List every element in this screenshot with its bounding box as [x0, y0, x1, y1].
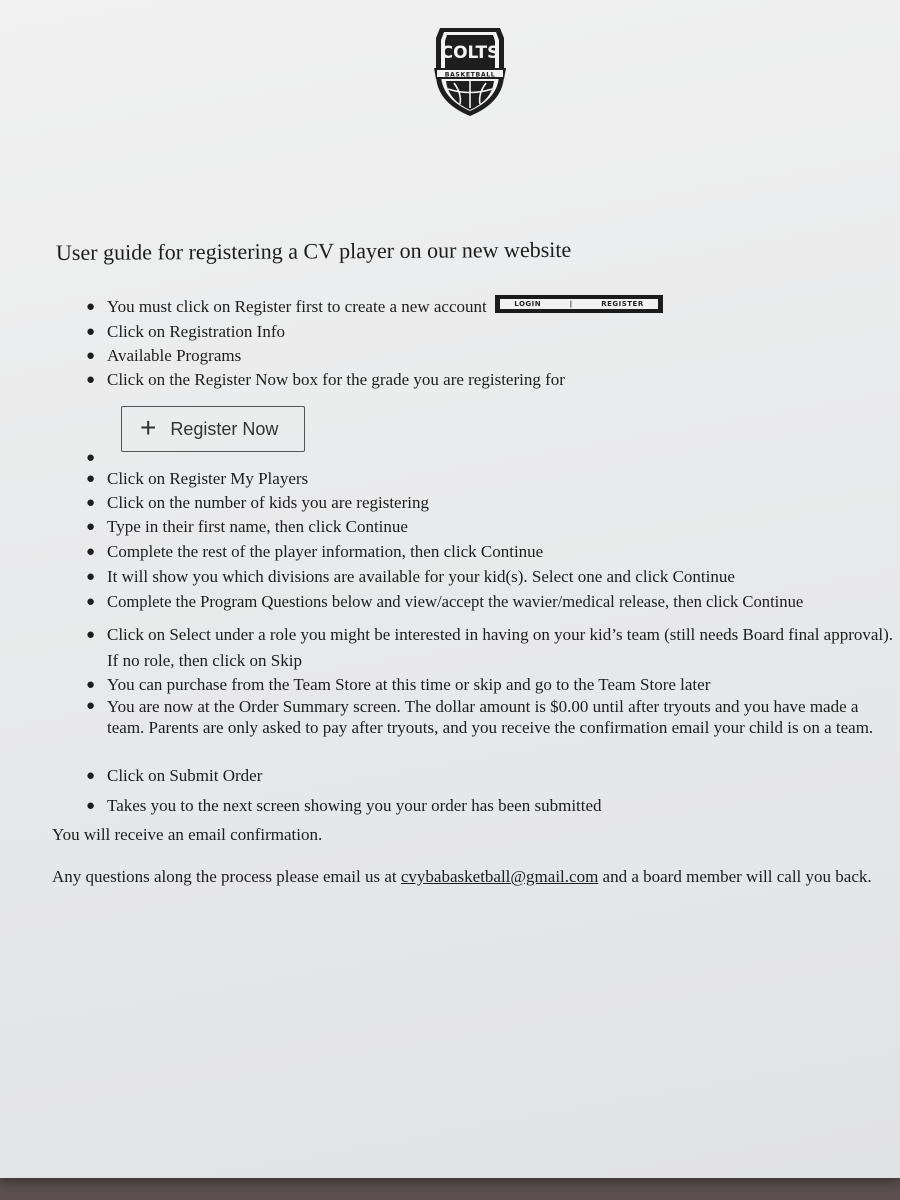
list-item-text: You can purchase from the Team Store at this time or skip and go to the Team Store later	[107, 675, 711, 694]
bullet-icon: ●	[86, 348, 96, 364]
bullet-icon: ●	[86, 324, 96, 340]
bullet-icon: ●	[86, 495, 96, 511]
confirmation-note: You will receive an email confirmation.	[52, 825, 323, 844]
bullet-icon: ●	[86, 519, 96, 535]
list-item	[86, 795, 602, 817]
bullet-icon: ●	[86, 798, 96, 814]
list-item	[86, 492, 429, 514]
bullet-icon: ●	[86, 569, 96, 585]
contact-email-link[interactable]: cvybabasketball@gmail.com	[400, 867, 599, 886]
contact-paragraph	[52, 866, 882, 888]
plus-icon: +	[140, 412, 157, 443]
contact-suffix: and a board member will call you back.	[598, 867, 872, 886]
bullet-icon: ●	[86, 627, 96, 643]
list-item-text: Type in their first name, then click Continue	[107, 517, 408, 536]
list-item	[86, 591, 804, 613]
logo-top-text: COLTS	[440, 43, 500, 63]
bullet-icon: ●	[86, 677, 96, 693]
list-item-text: Click on Registration Info	[107, 322, 286, 341]
register-now-button	[121, 406, 305, 452]
list-item-text: Click on Select under a role you might be interested in having on your kid’s team (still needs Board final approval). If no role, then click on Skip	[107, 625, 894, 670]
list-item	[86, 541, 544, 563]
list-item-text: Click on the Register Now box for the grade you are registering for	[107, 370, 565, 389]
list-item-text: Takes you to the next screen showing you your order has been submitted	[107, 796, 602, 815]
separator: |	[569, 300, 573, 309]
logo-band-text: BASKETBALL	[444, 71, 496, 79]
bullet-icon: ●	[86, 768, 96, 784]
list-item	[86, 674, 711, 696]
list-item-text: Complete the rest of the player information, then click Continue	[107, 542, 544, 561]
list-item	[86, 321, 286, 343]
bullet-icon: ●	[86, 594, 96, 610]
bullet-icon: ●	[86, 698, 96, 714]
list-item	[86, 566, 735, 588]
register-now-label: Register Now	[170, 418, 279, 439]
list-item-text: Click on the number of kids you are registering	[107, 493, 429, 512]
list-item	[86, 622, 897, 674]
bullet-icon: ●	[86, 299, 96, 315]
list-item	[86, 369, 565, 391]
colts-basketball-logo	[432, 24, 508, 120]
list-item-text: You must click on Register first to create a new account	[107, 297, 487, 316]
list-item	[86, 765, 263, 787]
bullet-icon: ●	[86, 372, 96, 388]
list-item-text: Complete the Program Questions below and view/accept the wavier/medical release, then click Continue	[107, 592, 804, 611]
list-item	[86, 296, 663, 318]
login-label: LOGIN	[514, 300, 542, 309]
list-item-text: It will show you which divisions are available for your kid(s). Select one and click Continue	[107, 567, 735, 586]
document-title: User guide for registering a CV player on our new website	[55, 236, 572, 265]
list-item	[86, 516, 408, 538]
bullet-icon: ●	[86, 450, 96, 466]
list-item-text: You are now at the Order Summary screen. The dollar amount is $0.00 until after tryouts and you have made a team. Parents are only asked to pay after tryouts, and you receive the confirmation email your child is on a team.	[107, 697, 874, 737]
list-item-text: Click on Submit Order	[107, 766, 263, 785]
list-item-text: Available Programs	[107, 346, 242, 365]
list-item-text: Click on Register My Players	[107, 469, 309, 488]
list-item	[86, 696, 897, 738]
login-register-widget	[495, 295, 663, 313]
contact-prefix: Any questions along the process please email us at	[52, 867, 401, 886]
bullet-icon: ●	[86, 471, 96, 487]
list-item	[86, 468, 309, 490]
bullet-icon: ●	[86, 544, 96, 560]
register-label: REGISTER	[601, 300, 644, 309]
list-item	[86, 345, 242, 367]
